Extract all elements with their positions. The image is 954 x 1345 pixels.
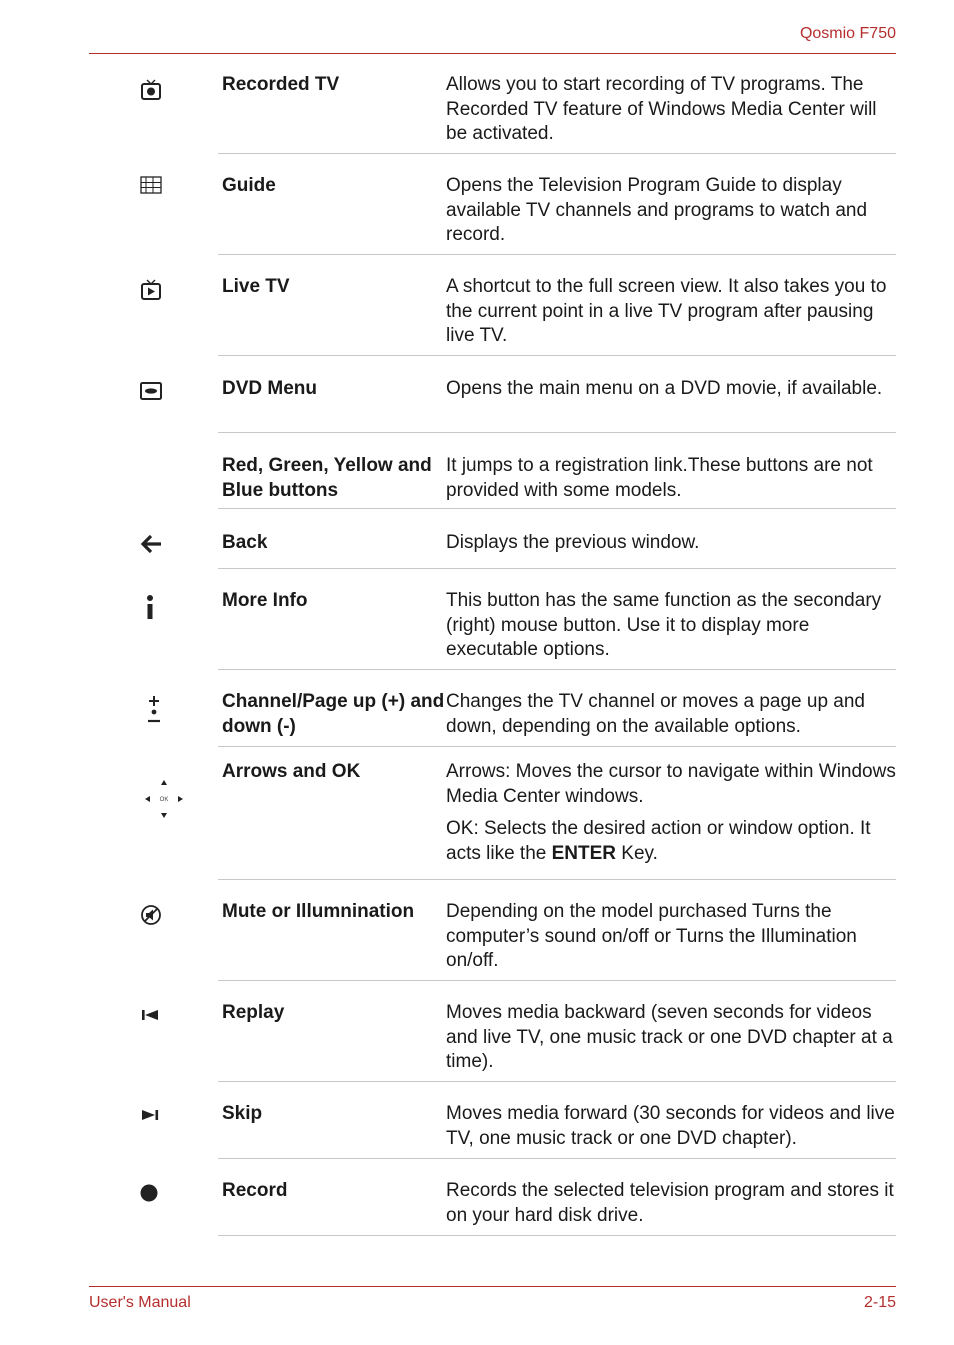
header-rule xyxy=(89,53,896,54)
table-row xyxy=(0,670,954,747)
row-name: Recorded TV xyxy=(222,74,340,95)
mute-icon xyxy=(140,904,162,926)
table-row xyxy=(0,255,954,356)
row-name: Guide xyxy=(222,175,276,196)
recorded-tv-icon xyxy=(140,79,162,101)
info-icon xyxy=(140,594,162,620)
table-row xyxy=(0,880,954,981)
row-name: Red, Green, Yellow and Blue buttons xyxy=(222,455,432,501)
channel-up-down-icon xyxy=(143,694,165,726)
row-name: Live TV xyxy=(222,276,290,297)
back-arrow-icon xyxy=(140,533,162,555)
guide-icon xyxy=(140,174,162,196)
row-description: Allows you to start recording of TV programs. The Recorded TV feature of Windows Media Center will be activated. xyxy=(446,74,877,144)
arrows-ok-icon xyxy=(142,777,186,821)
row-name: Arrows and OK xyxy=(222,761,361,782)
row-description: Opens the Television Program Guide to display available TV channels and programs to watch and record. xyxy=(446,175,868,245)
record-icon xyxy=(140,1182,162,1204)
row-description: It jumps to a registration link.These buttons are not provided with some models. xyxy=(446,455,873,501)
live-tv-icon xyxy=(140,279,162,301)
row-description: Depending on the model purchased Turns the computer’s sound on/off or Turns the Illumination on/off. xyxy=(446,901,857,971)
row-name: Channel/Page up (+) and down (-) xyxy=(222,691,445,737)
row-description: Moves media backward (seven seconds for videos and live TV, one music track or one DVD chapter at a time). xyxy=(446,1002,893,1072)
row-description: This button has the same function as the secondary (right) mouse button. Use it to display more executable options. xyxy=(446,590,882,660)
svg-text:OK: OK xyxy=(159,797,169,803)
footer-manual-title: User's Manual xyxy=(89,1294,191,1311)
row-name: Record xyxy=(222,1180,288,1201)
row-description: A shortcut to the full screen view. It also takes you to the current point in a live TV program after pausing live TV. xyxy=(446,276,887,346)
replay-icon xyxy=(140,1004,162,1026)
table-row xyxy=(0,154,954,255)
dvd-menu-icon xyxy=(140,380,162,402)
table-row xyxy=(0,509,954,569)
remote-buttons-table xyxy=(0,56,954,1236)
row-name: Skip xyxy=(222,1103,263,1124)
row-name: DVD Menu xyxy=(222,378,317,399)
header-title: Qosmio F750 xyxy=(799,25,896,42)
footer-rule xyxy=(89,1286,896,1287)
row-name: Mute or Illumnination xyxy=(222,901,415,922)
row-name: Replay xyxy=(222,1002,285,1023)
skip-icon xyxy=(140,1104,162,1126)
row-description: Arrows: Moves the cursor to navigate within Windows Media Center windows. OK: Selects the desired action or window option. It acts like the ENTER Key. xyxy=(446,761,896,864)
table-row xyxy=(0,56,954,154)
row-name: More Info xyxy=(222,590,308,611)
table-row xyxy=(0,569,954,670)
table-row xyxy=(0,1082,954,1159)
table-row xyxy=(0,747,954,880)
row-name: Back xyxy=(222,532,268,553)
table-row xyxy=(0,356,954,433)
row-description: Opens the main menu on a DVD movie, if available. xyxy=(446,378,883,399)
page-number: 2-15 xyxy=(863,1294,896,1311)
row-description: Displays the previous window. xyxy=(446,532,700,553)
table-row xyxy=(0,981,954,1082)
table-row xyxy=(0,433,954,509)
row-description: Moves media forward (30 seconds for videos and live TV, one music track or one DVD chapter). xyxy=(446,1103,895,1149)
row-description: Changes the TV channel or moves a page up and down, depending on the available options. xyxy=(446,691,865,737)
row-description: Records the selected television program and stores it on your hard disk drive. xyxy=(446,1180,894,1226)
table-row xyxy=(0,1159,954,1236)
